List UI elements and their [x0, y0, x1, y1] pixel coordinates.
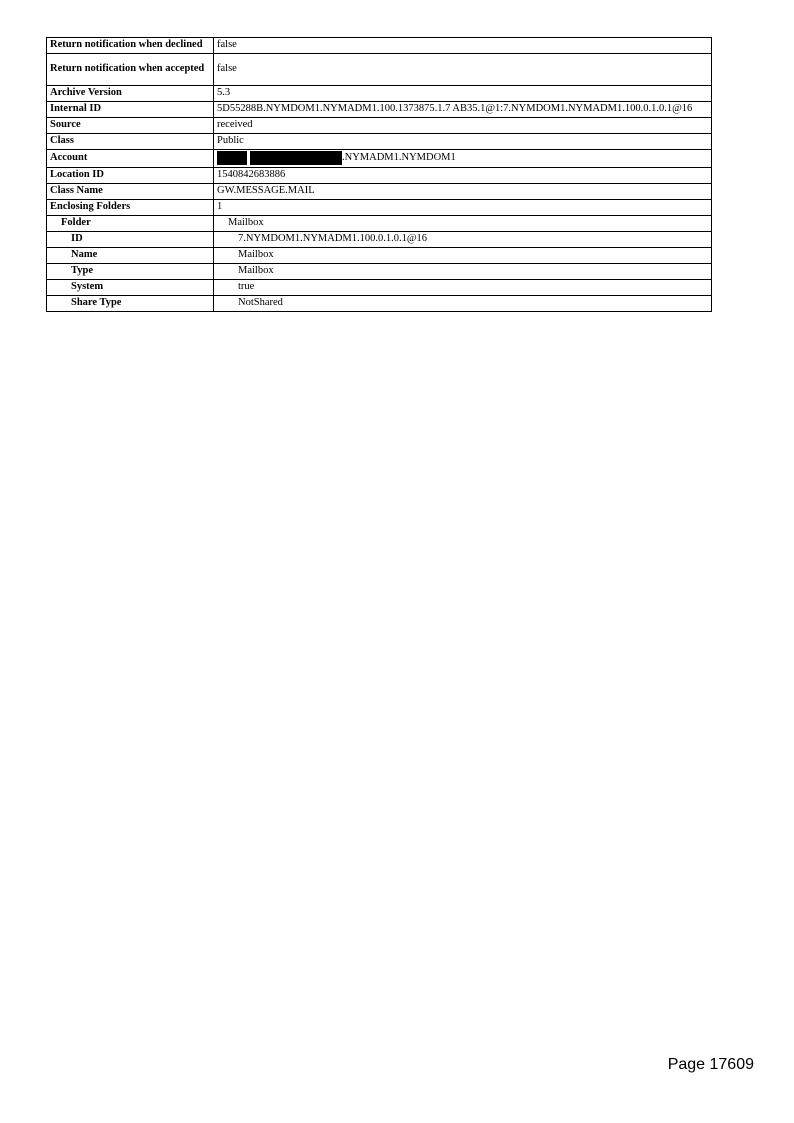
row-label-account: Account — [47, 150, 214, 168]
table-row — [47, 264, 712, 280]
table-row — [47, 86, 712, 102]
table-row — [47, 118, 712, 134]
row-value-class: Public — [214, 134, 712, 150]
row-label-source: Source — [47, 118, 214, 134]
row-value-archive-version: 5.3 — [214, 86, 712, 102]
table-row — [47, 248, 712, 264]
row-value-return-notification-accepted: false — [214, 54, 712, 86]
page-number: Page 17609 — [667, 1056, 754, 1073]
table-row — [47, 54, 712, 86]
row-label-class: Class — [47, 134, 214, 150]
row-label-folder: Folder — [47, 216, 214, 232]
row-label-folder-id: ID — [47, 232, 214, 248]
row-value-share-type: NotShared — [214, 296, 712, 312]
table-row — [47, 38, 712, 54]
table-row — [47, 150, 712, 168]
row-value-enclosing-folders: 1 — [214, 200, 712, 216]
row-label-location-id: Location ID — [47, 168, 214, 184]
row-value-folder-type: Mailbox — [214, 264, 712, 280]
table-row — [47, 232, 712, 248]
row-label-share-type: Share Type — [47, 296, 214, 312]
properties-table — [46, 37, 712, 312]
row-value-source: received — [214, 118, 712, 134]
table-row — [47, 216, 712, 232]
row-value-folder-name: Mailbox — [214, 248, 712, 264]
table-row — [47, 184, 712, 200]
row-value-return-notification-declined: false — [214, 38, 712, 54]
table-row — [47, 200, 712, 216]
table-row — [47, 168, 712, 184]
redaction-block — [250, 151, 342, 165]
row-label-enclosing-folders: Enclosing Folders — [47, 200, 214, 216]
row-value-folder: Mailbox — [214, 216, 712, 232]
row-label-archive-version: Archive Version — [47, 86, 214, 102]
table-row — [47, 102, 712, 118]
row-label-folder-type: Type — [47, 264, 214, 280]
table-row — [47, 296, 712, 312]
row-value-folder-system: true — [214, 280, 712, 296]
row-label-folder-name: Name — [47, 248, 214, 264]
row-label-class-name: Class Name — [47, 184, 214, 200]
table-row — [47, 134, 712, 150]
row-label-return-notification-accepted: Return notification when accepted — [47, 54, 214, 86]
row-value-account — [214, 150, 712, 168]
row-value-internal-id: 5D55288B.NYMDOM1.NYMADM1.100.1373875.1.7 AB35.1@1:7.NYMDOM1.NYMADM1.100.0.1.0.1@16 — [214, 102, 712, 118]
row-label-folder-system: System — [47, 280, 214, 296]
account-suffix: .NYMADM1.NYMDOM1 — [342, 152, 456, 163]
row-value-class-name: GW.MESSAGE.MAIL — [214, 184, 712, 200]
row-label-return-notification-declined: Return notification when declined — [47, 38, 214, 54]
table-row — [47, 280, 712, 296]
row-value-location-id: 1540842683886 — [214, 168, 712, 184]
row-value-folder-id: 7.NYMDOM1.NYMADM1.100.0.1.0.1@16 — [214, 232, 712, 248]
row-label-internal-id: Internal ID — [47, 102, 214, 118]
redaction-block — [217, 151, 247, 165]
